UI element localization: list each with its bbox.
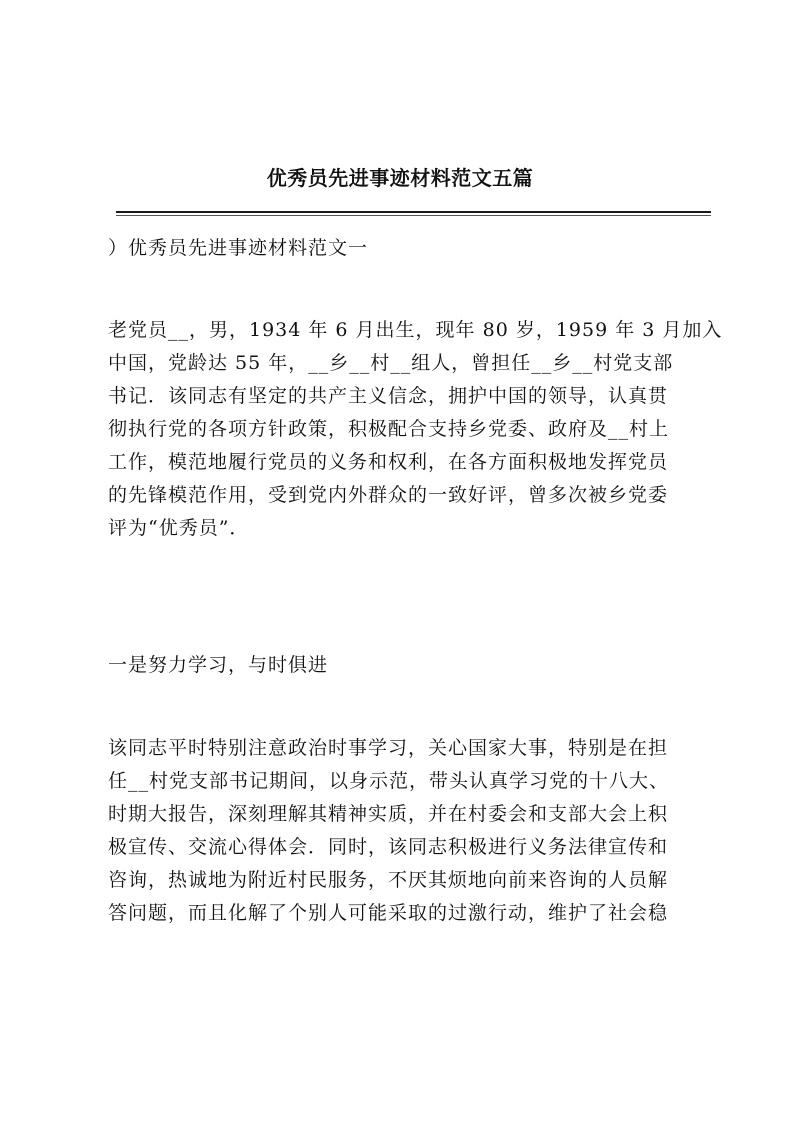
paragraph-line: 工作，模范地履行党员的义务和权利，在各方面积极地发挥党员 — [108, 451, 669, 473]
paragraph-line: 的先锋模范作用，受到党内外群众的一致好评，曾多次被乡党委 — [108, 484, 669, 506]
paragraph-line: 该同志平时特别注意政治时事学习，关心国家大事，特别是在担 — [108, 737, 669, 759]
paragraph-line: 彻执行党的各项方针政策，积极配合支持乡党委、政府及__村上 — [108, 418, 670, 440]
paragraph-1 — [108, 314, 723, 545]
title-underline — [116, 211, 711, 213]
paragraph-line: 中国，党龄达 55 年，__乡__村__组人，曾担任__乡__村党支部 — [108, 352, 674, 374]
document-title: 优秀员先进事迹材料范文五篇 — [266, 166, 534, 190]
title-underline-thin — [116, 215, 711, 216]
paragraph-line: 极宣传、交流心得体会．同时，该同志积极进行义务法律宣传和 — [108, 836, 669, 858]
paragraph-line: 任__村党支部书记期间，以身示范，带头认真学习党的十八大、 — [108, 770, 670, 792]
paragraph-line: 评为“优秀员”． — [108, 517, 250, 539]
paragraph-line: 时期大报告，深刻理解其精神实质，并在村委会和支部大会上积 — [108, 803, 669, 825]
section-subtitle: ）优秀员先进事迹材料范文一 — [108, 237, 369, 259]
paragraph-line: 答问题，而且化解了个别人可能采取的过激行动，维护了社会稳 — [108, 902, 669, 924]
paragraph-2 — [108, 732, 712, 930]
paragraph-line: 咨询，热诚地为附近村民服务，不厌其烦地向前来咨询的人员解 — [108, 869, 669, 891]
paragraph-line: 书记．该同志有坚定的共产主义信念，拥护中国的领导，认真贯 — [108, 385, 669, 407]
paragraph-line: 老党员__，男，1934 年 6 月出生，现年 80 岁，1959 年 3 月加入 — [108, 319, 723, 341]
section-heading: 一是努力学习，与时俱进 — [108, 654, 329, 676]
